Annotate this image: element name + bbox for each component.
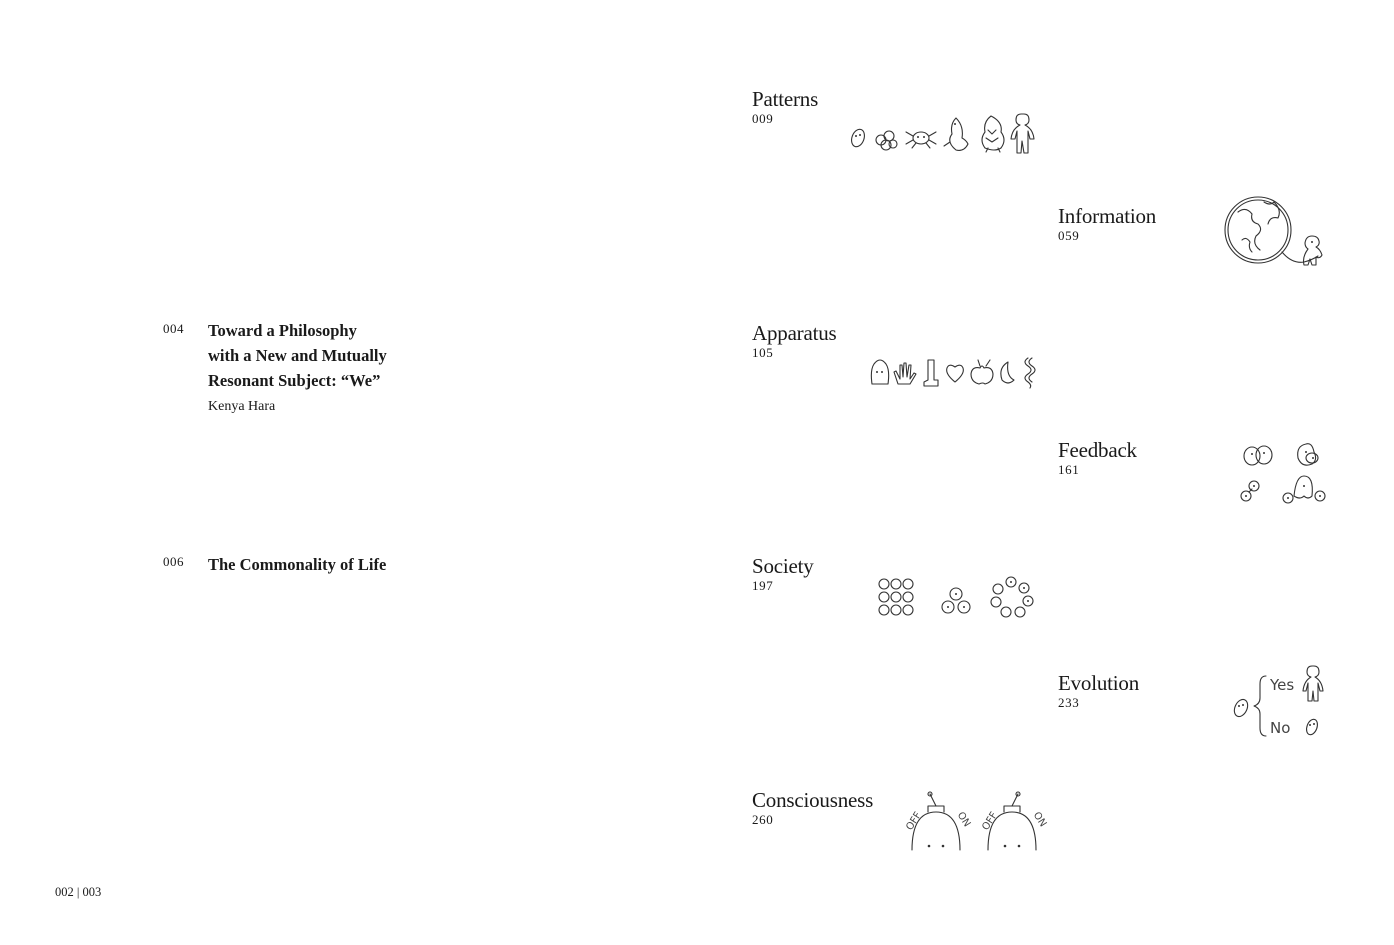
entry-number: 006 xyxy=(163,554,184,569)
chapter-page: 105 xyxy=(752,345,774,360)
entry-number: 004 xyxy=(163,321,184,336)
chapter-title: Apparatus xyxy=(752,321,837,345)
chapter-title: Society xyxy=(752,554,814,578)
groups-icon xyxy=(874,574,1038,622)
body-parts-icon xyxy=(868,354,1040,390)
switch-off-label: OFF xyxy=(980,810,1000,833)
evolution-no-label: No xyxy=(1270,719,1291,737)
switch-off-label: OFF xyxy=(904,810,924,833)
chapter-page: 197 xyxy=(752,578,774,593)
switch-on-label: ON xyxy=(1030,810,1049,830)
on-off-switch-heads-icon xyxy=(900,790,1049,852)
chapter-page: 059 xyxy=(1058,228,1080,243)
switch-on-label: ON xyxy=(954,810,973,830)
evolution-yes-label: Yes xyxy=(1270,676,1295,694)
creatures-evolving-icon xyxy=(848,108,1038,154)
entry-author: Kenya Hara xyxy=(208,399,276,414)
chapter-title: Consciousness xyxy=(752,788,874,812)
page-folio: 002 | 003 xyxy=(55,885,102,899)
entry-title-line: with a New and Mutually xyxy=(208,346,387,365)
chapter-patterns[interactable] xyxy=(752,87,818,127)
entry-title-line: Resonant Subject: “We” xyxy=(208,371,381,390)
entry-title-line: The Commonality of Life xyxy=(208,555,387,574)
chapter-consciousness[interactable] xyxy=(752,788,873,828)
cell-division-icon xyxy=(1238,440,1332,508)
chapter-title: Information xyxy=(1058,204,1157,228)
contents-entry[interactable] xyxy=(208,552,386,577)
chapter-title: Evolution xyxy=(1058,671,1140,695)
contents-entry[interactable] xyxy=(208,318,387,415)
globe-creature-icon xyxy=(1222,188,1332,280)
chapter-society[interactable] xyxy=(752,554,814,594)
chapter-page: 260 xyxy=(752,812,774,827)
chapter-page: 233 xyxy=(1058,695,1080,710)
chapter-evolution[interactable] xyxy=(1058,671,1139,711)
entry-title-line: Toward a Philosophy xyxy=(208,321,357,340)
chapter-page: 161 xyxy=(1058,462,1080,477)
chapter-feedback[interactable] xyxy=(1058,438,1137,478)
chapter-page: 009 xyxy=(752,111,774,126)
chapter-title: Patterns xyxy=(752,87,819,111)
yes-no-branch-icon xyxy=(1230,662,1330,742)
chapter-information[interactable] xyxy=(1058,204,1156,244)
chapter-title: Feedback xyxy=(1058,438,1137,462)
chapter-apparatus[interactable] xyxy=(752,321,837,361)
